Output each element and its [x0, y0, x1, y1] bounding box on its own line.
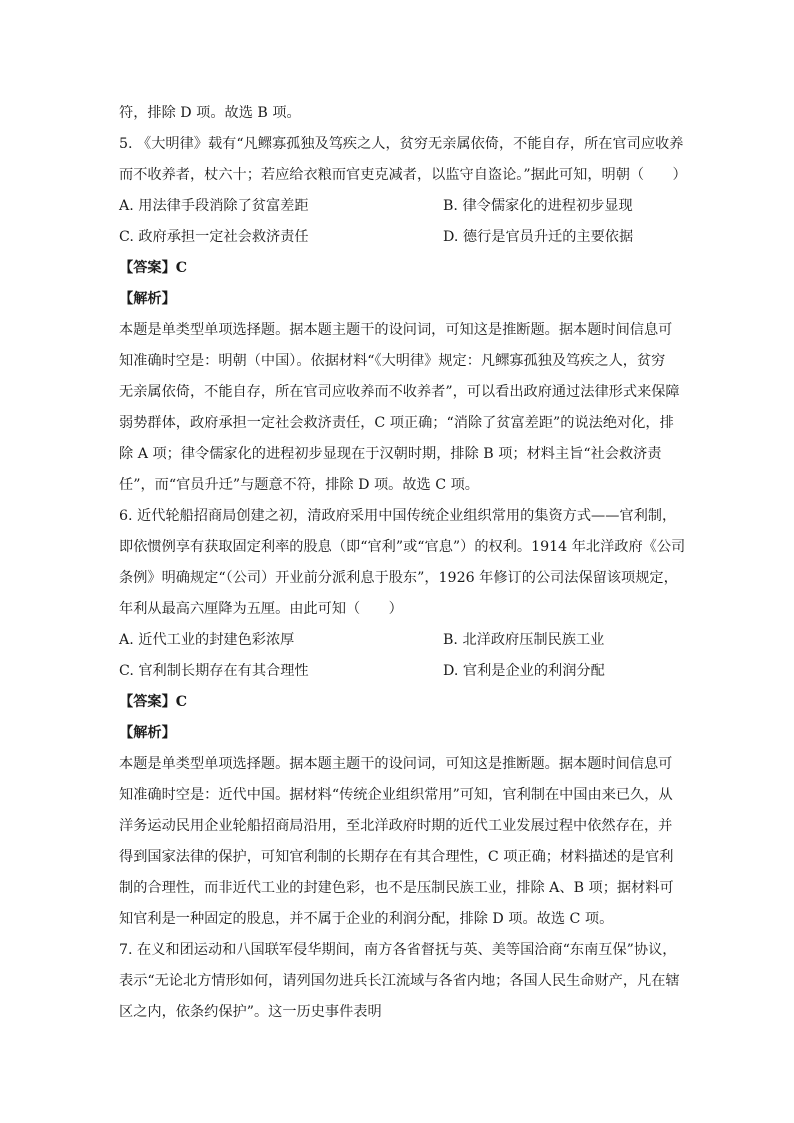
q6-answer: 【答案】C [119, 694, 188, 710]
q5-analysis-line-3: 无亲属依倚，不能自存，所在官司应收养而不收养者”，可以看出政府通过法律形式来保障 [119, 384, 680, 400]
q6-analysis-line-3: 洋务运动民用企业轮船招商局沿用，至北洋政府时期的近代工业发展过程中依然存在，并 [119, 818, 673, 834]
q4-tail-text: 符，排除 D 项。故选 B 项。 [119, 105, 301, 121]
q5-stem-line-1: 5. 《大明律》载有“凡鳏寡孤独及笃疾之人，贫穷无亲属依倚，不能自存，所在官司应收养 [119, 136, 684, 152]
q5-option-d: D. 德行是官员升迁的主要依据 [443, 229, 634, 245]
q6-analysis-line-6: 知官利是一种固定的股息，并不属于企业的利润分配，排除 D 项。故选 C 项。 [119, 911, 614, 927]
q5-analysis-line-6: 任”，而“官员升迁”与题意不符，排除 D 项。故选 C 项。 [119, 477, 479, 493]
q6-stem-line-3: 条例》明确规定“（公司）开业前分派利息于股东”，1926 年修订的公司法保留该项规定， [119, 570, 678, 586]
q7-stem-line-3: 区之内，依条约保护”。这一历史事件表明 [119, 1004, 382, 1020]
q6-option-c: C. 官利制长期存在有其合理性 [119, 663, 309, 679]
q5-option-c: C. 政府承担一定社会救济责任 [119, 229, 309, 245]
q6-stem-line-1: 6. 近代轮船招商局创建之初，清政府采用中国传统企业组织常用的集资方式——官利制， [119, 508, 677, 524]
q6-option-a: A. 近代工业的封建色彩浓厚 [119, 632, 295, 648]
q5-answer: 【答案】C [119, 260, 188, 276]
q6-option-b: B. 北洋政府压制民族工业 [443, 632, 605, 648]
q6-analysis-label: 【解析】 [119, 725, 176, 741]
q6-analysis-line-5: 制的合理性，而非近代工业的封建色彩，也不是压制民族工业，排除 A、B 项；据材料可 [119, 880, 674, 896]
q6-analysis-line-2: 知准确时空是：近代中国。据材料“传统企业组织常用”可知，官利制在中国由来已久，从 [119, 787, 673, 803]
q6-stem-line-4: 年利从最高六厘降为五厘。由此可知（ ） [119, 601, 403, 617]
q6-stem-line-2: 即依惯例享有获取固定利率的股息（即“官利”或“官息”）的权利。1914 年北洋政府《公司 [119, 539, 686, 555]
q5-analysis-line-4: 弱势群体，政府承担一定社会救济责任，C 项正确；“消除了贫富差距”的说法绝对化，排 [119, 415, 674, 431]
q5-analysis-line-1: 本题是单类型单项选择题。据本题主题干的设问词，可知这是推断题。据本题时间信息可 [119, 322, 673, 338]
q5-option-b: B. 律令儒家化的进程初步显现 [443, 198, 633, 214]
q6-analysis-line-1: 本题是单类型单项选择题。据本题主题干的设问词，可知这是推断题。据本题时间信息可 [119, 756, 673, 772]
q6-analysis-line-4: 得到国家法律的保护，可知官利制的长期存在有其合理性，C 项正确；材料描述的是官利 [119, 849, 674, 865]
q5-analysis-label: 【解析】 [119, 291, 176, 307]
q5-analysis-line-5: 除 A 项；律令儒家化的进程初步显现在于汉朝时期，排除 B 项；材料主旨“社会救济责 [119, 446, 662, 462]
q5-stem-line-2: 而不收养者，杖六十；若应给衣粮而官吏克减者，以监守自盗论。”据此可知，明朝（ ） [119, 167, 687, 183]
q5-option-a: A. 用法律手段消除了贫富差距 [119, 198, 309, 214]
q7-stem-line-2: 表示“无论北方情形如何，请列国勿进兵长江流域与各省内地；各国人民生命财产，凡在辖 [119, 973, 680, 989]
q5-analysis-line-2: 知准确时空是：明朝（中国）。依据材料“《大明律》规定：凡鳏寡孤独及笃疾之人，贫穷 [119, 353, 666, 369]
q7-stem-line-1: 7. 在义和团运动和八国联军侵华期间，南方各省督抚与英、美等国洽商“东南互保”协议， [119, 942, 677, 958]
q6-option-d: D. 官利是企业的利润分配 [443, 663, 605, 679]
